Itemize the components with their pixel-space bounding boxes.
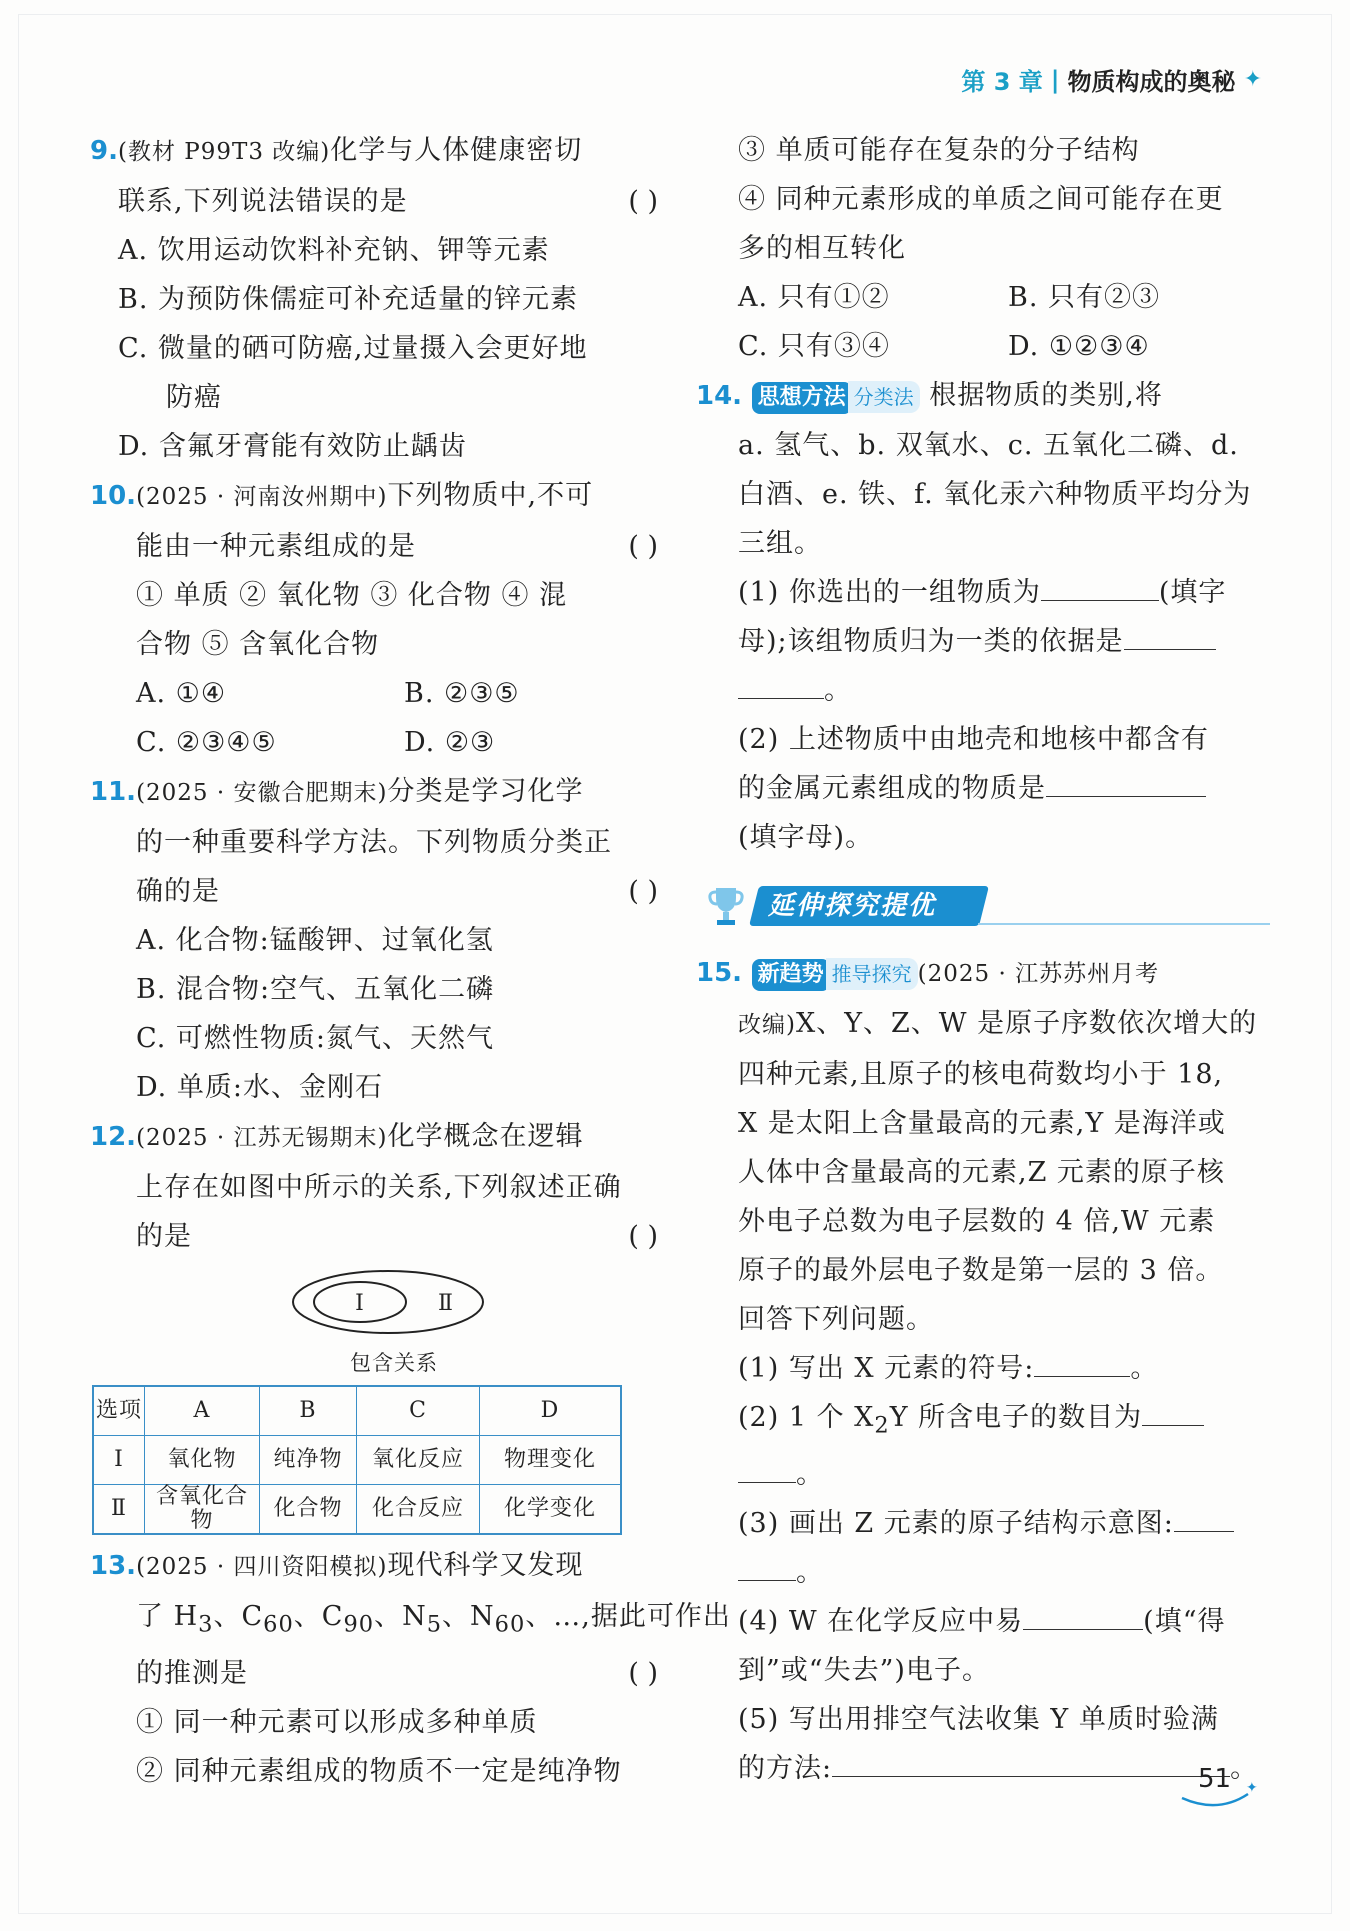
subquestion-1: (1) 你选出的一组物质为 bbox=[738, 577, 1041, 608]
option-b: B. ②③⑤ bbox=[404, 678, 520, 709]
question-12 bbox=[90, 1112, 658, 1535]
option-c: C. 只有③④ bbox=[738, 331, 890, 362]
sparkle-icon: ✦ bbox=[1243, 67, 1262, 92]
table-row bbox=[93, 1436, 621, 1485]
question-stem: 化学与人体健康密切 bbox=[330, 135, 583, 166]
answer-blank[interactable] bbox=[1174, 1501, 1234, 1532]
option-d: D. 含氟牙膏能有效防止龋齿 bbox=[118, 431, 467, 462]
answer-blank[interactable] bbox=[1142, 1395, 1204, 1426]
subscript: 60 bbox=[494, 1611, 526, 1638]
table-row bbox=[93, 1485, 621, 1535]
subquestion-4-hint: (填“得 bbox=[1143, 1606, 1226, 1638]
table-header-cell: C bbox=[357, 1386, 480, 1436]
option-d: D. 单质:水、金刚石 bbox=[136, 1072, 383, 1103]
subscript: 60 bbox=[263, 1611, 294, 1638]
question-stem: 四种元素,且原子的核电荷数均小于 18, bbox=[738, 1059, 1224, 1090]
question-stem: 三组。 bbox=[738, 528, 822, 559]
period: 。 bbox=[796, 1557, 824, 1589]
trend-subtag: 推导探究 bbox=[826, 958, 918, 990]
option-c: C. ②③④⑤ bbox=[136, 727, 277, 758]
option-d: D. ②③ bbox=[404, 727, 496, 758]
option-c-continued: 防癌 bbox=[166, 382, 222, 413]
subscript: 2 bbox=[874, 1412, 890, 1439]
answer-blank[interactable] bbox=[1023, 1599, 1143, 1630]
subquestion-4-continued: 到”或“失去”)电子。 bbox=[738, 1655, 990, 1687]
period: 。 bbox=[824, 675, 852, 706]
subquestion-5: (5) 写出用排空气法收集 Y 单质时验满 bbox=[738, 1704, 1219, 1736]
table-cell: Ⅱ bbox=[93, 1485, 145, 1535]
question-number: 15. bbox=[696, 958, 743, 988]
answer-blank[interactable] bbox=[1041, 570, 1159, 601]
question-stem: 的推测是 bbox=[136, 1658, 248, 1690]
statement-4-continued: 多的相互转化 bbox=[738, 233, 906, 264]
question-stem: 分类是学习化学 bbox=[387, 776, 584, 807]
period: 。 bbox=[796, 1459, 824, 1491]
table-header-row bbox=[93, 1386, 621, 1436]
answer-blank[interactable] bbox=[1046, 766, 1206, 797]
options-table bbox=[92, 1385, 622, 1535]
question-source: (2025 · 河南汝州期中) bbox=[136, 484, 388, 510]
question-stem: 能由一种元素组成的是 bbox=[136, 531, 416, 562]
question-stem: 下列物质中,不可 bbox=[387, 480, 594, 511]
right-column bbox=[696, 126, 1270, 1793]
trophy-icon bbox=[708, 884, 744, 928]
option-b: B. 只有②③ bbox=[1008, 282, 1161, 313]
subquestion-2-stem: 的金属元素组成的物质是 bbox=[738, 773, 1046, 804]
answer-blank[interactable] bbox=[1034, 1346, 1130, 1377]
question-source: 改编) bbox=[738, 1012, 796, 1038]
table-cell: 含氧化合物 bbox=[145, 1485, 260, 1535]
question-source: (2025 · 四川资阳模拟) bbox=[136, 1554, 388, 1580]
answer-paren: ( ) bbox=[628, 531, 658, 562]
answer-blank[interactable] bbox=[1124, 619, 1216, 650]
question-13 bbox=[90, 1541, 731, 1796]
table-header-cell: A bbox=[145, 1386, 260, 1436]
venn-ellipses bbox=[288, 1267, 488, 1337]
answer-paren: ( ) bbox=[628, 876, 658, 907]
table-cell: 氧化物 bbox=[145, 1436, 260, 1485]
question-source: (2025 · 江苏苏州月考 bbox=[917, 961, 1160, 987]
section-banner bbox=[738, 876, 1270, 938]
question-stem: 根据物质的类别,将 bbox=[929, 380, 1163, 411]
venn-label-outer: Ⅱ bbox=[438, 1291, 454, 1316]
chapter-header bbox=[961, 62, 1262, 97]
answer-blank[interactable] bbox=[738, 1452, 796, 1483]
question-number: 14. bbox=[696, 381, 743, 411]
table-header-cell: B bbox=[260, 1386, 357, 1436]
statement-4: ④ 同种元素形成的单质之间可能存在更 bbox=[738, 184, 1224, 215]
answer-blank[interactable] bbox=[738, 1550, 796, 1581]
item-list-continued: 合物 ⑤ 含氧化合物 bbox=[136, 629, 380, 660]
question-15 bbox=[696, 948, 1270, 1793]
question-stem: 的一种重要科学方法。下列物质分类正 bbox=[136, 827, 612, 858]
subquestion-2: (2) 1 个 X bbox=[738, 1402, 875, 1433]
subquestion-1: (1) 写出 X 元素的符号: bbox=[738, 1353, 1035, 1384]
chapter-title: 物质构成的奥秘 bbox=[1067, 68, 1236, 96]
option-d: D. ①②③④ bbox=[1008, 331, 1150, 362]
page-number: 51 bbox=[1198, 1764, 1232, 1794]
question-stem: 回答下列问题。 bbox=[738, 1304, 934, 1335]
question-number: 12. bbox=[90, 1122, 137, 1152]
subquestion-1-reason: 母);该组物质归为一类的依据是 bbox=[738, 626, 1124, 657]
table-cell: 化合反应 bbox=[357, 1485, 480, 1535]
question-number: 10. bbox=[90, 481, 137, 511]
subquestion-4: (4) W 在化学反应中易 bbox=[738, 1606, 1024, 1638]
option-b: B. 为预防侏儒症可补充适量的锌元素 bbox=[118, 284, 579, 315]
question-source: (2025 · 江苏无锡期末) bbox=[136, 1125, 388, 1151]
table-cell: 化合物 bbox=[260, 1485, 357, 1535]
question-stem: X、Y、Z、W 是原子序数依次增大的 bbox=[795, 1008, 1258, 1039]
question-11 bbox=[90, 767, 658, 1112]
question-stem: 联系,下列说法错误的是 bbox=[118, 186, 408, 217]
venn-diagram bbox=[90, 1267, 658, 1385]
table-cell: 氧化反应 bbox=[357, 1436, 480, 1485]
item-list: ① 单质 ② 氧化物 ③ 化合物 ④ 混 bbox=[136, 580, 568, 611]
table-cell: 纯净物 bbox=[260, 1436, 357, 1485]
venn-label-inner: Ⅰ bbox=[355, 1291, 365, 1316]
question-number: 9. bbox=[90, 136, 118, 166]
option-a: A. 化合物:锰酸钾、过氧化氢 bbox=[136, 925, 494, 956]
question-stem: 确的是 bbox=[136, 876, 220, 907]
statement-1: ① 同一种元素可以形成多种单质 bbox=[136, 1707, 538, 1739]
statement-2: ② 同种元素组成的物质不一定是纯净物 bbox=[136, 1756, 622, 1788]
method-tag: 思想方法 bbox=[752, 382, 852, 414]
question-stem: 人体中含量最高的元素,Z 元素的原子核 bbox=[738, 1157, 1225, 1188]
question-stem: 的是 bbox=[136, 1221, 192, 1252]
question-source: (教材 P99T3 改编) bbox=[117, 139, 331, 165]
period: 。 bbox=[1230, 1753, 1259, 1785]
subquestion-2-stem: Y 所含电子的数目为 bbox=[889, 1402, 1143, 1433]
section-title: 延伸探究提优 bbox=[768, 891, 937, 921]
svg-text:✦: ✦ bbox=[1246, 1780, 1258, 1796]
question-stem: 原子的最外层电子数是第一层的 3 倍。 bbox=[738, 1255, 1224, 1286]
subscript: 3 bbox=[198, 1611, 214, 1638]
answer-blank[interactable] bbox=[832, 1746, 1230, 1777]
question-stem: 外电子总数为电子层数的 4 倍,W 元素 bbox=[738, 1206, 1216, 1237]
question-number: 11. bbox=[90, 777, 137, 807]
subquestion-1-hint: (填字 bbox=[1158, 577, 1227, 608]
question-number: 13. bbox=[90, 1551, 137, 1581]
table-header-cell: 选项 bbox=[93, 1386, 145, 1436]
subscript: 90 bbox=[343, 1611, 375, 1638]
subquestion-2-hint: (填字母)。 bbox=[738, 822, 874, 853]
table-cell: 化学变化 bbox=[480, 1485, 622, 1535]
question-stem-formulas: 了 $H_3$、$C_{60}$、$C_{90}$、$N_5$、$N_{60}$、…,据此可作出 bbox=[136, 1601, 731, 1638]
question-stem: 化学概念在逻辑 bbox=[387, 1121, 584, 1152]
statement-3: ③ 单质可能存在复杂的分子结构 bbox=[738, 135, 1140, 166]
question-9 bbox=[90, 126, 658, 471]
answer-paren: ( ) bbox=[628, 1221, 658, 1252]
answer-paren: ( ) bbox=[628, 1658, 658, 1690]
option-c: C. 微量的硒可防癌,过量摄入会更好地 bbox=[118, 333, 588, 364]
question-stem: 现代科学又发现 bbox=[387, 1550, 584, 1581]
question-source: (2025 · 安徽合肥期末) bbox=[136, 780, 388, 806]
chapter-number: 第 3 章 bbox=[961, 68, 1043, 96]
question-13-continued bbox=[738, 126, 1270, 371]
method-subtag: 分类法 bbox=[848, 381, 920, 413]
table-header-cell: D bbox=[480, 1386, 622, 1436]
question-stem: X 是太阳上含量最高的元素,Y 是海洋或 bbox=[738, 1108, 1226, 1139]
answer-paren: ( ) bbox=[628, 186, 658, 217]
question-14 bbox=[696, 371, 1270, 862]
subscript: 5 bbox=[426, 1611, 443, 1638]
option-b: B. 混合物:空气、五氧化二磷 bbox=[136, 974, 495, 1005]
subquestion-3: (3) 画出 Z 元素的原子结构示意图: bbox=[738, 1508, 1174, 1540]
section-rule bbox=[978, 923, 1270, 925]
subquestion-5-stem: 的方法: bbox=[738, 1753, 833, 1785]
chapter-separator: | bbox=[1050, 65, 1060, 94]
question-stem: 上存在如图中所示的关系,下列叙述正确 bbox=[136, 1172, 622, 1203]
table-cell: 物理变化 bbox=[480, 1436, 622, 1485]
question-10 bbox=[90, 471, 658, 767]
option-a: A. ①④ bbox=[136, 678, 227, 709]
subquestion-2: (2) 上述物质中由地壳和地核中都含有 bbox=[738, 724, 1209, 755]
answer-blank[interactable] bbox=[738, 668, 824, 699]
question-stem: 白酒、e. 铁、f. 氧化汞六种物质平均分为 bbox=[738, 479, 1252, 510]
trend-tag: 新趋势 bbox=[752, 959, 830, 991]
option-a: A. 只有①② bbox=[738, 282, 890, 313]
period: 。 bbox=[1130, 1353, 1159, 1384]
table-cell: Ⅰ bbox=[93, 1436, 145, 1485]
question-stem: a. 氢气、b. 双氧水、c. 五氧化二磷、d. bbox=[738, 430, 1239, 461]
option-a: A. 饮用运动饮料补充钠、钾等元素 bbox=[118, 235, 550, 266]
venn-caption: 包含关系 bbox=[350, 1351, 438, 1375]
option-c: C. 可燃性物质:氮气、天然气 bbox=[136, 1023, 494, 1054]
